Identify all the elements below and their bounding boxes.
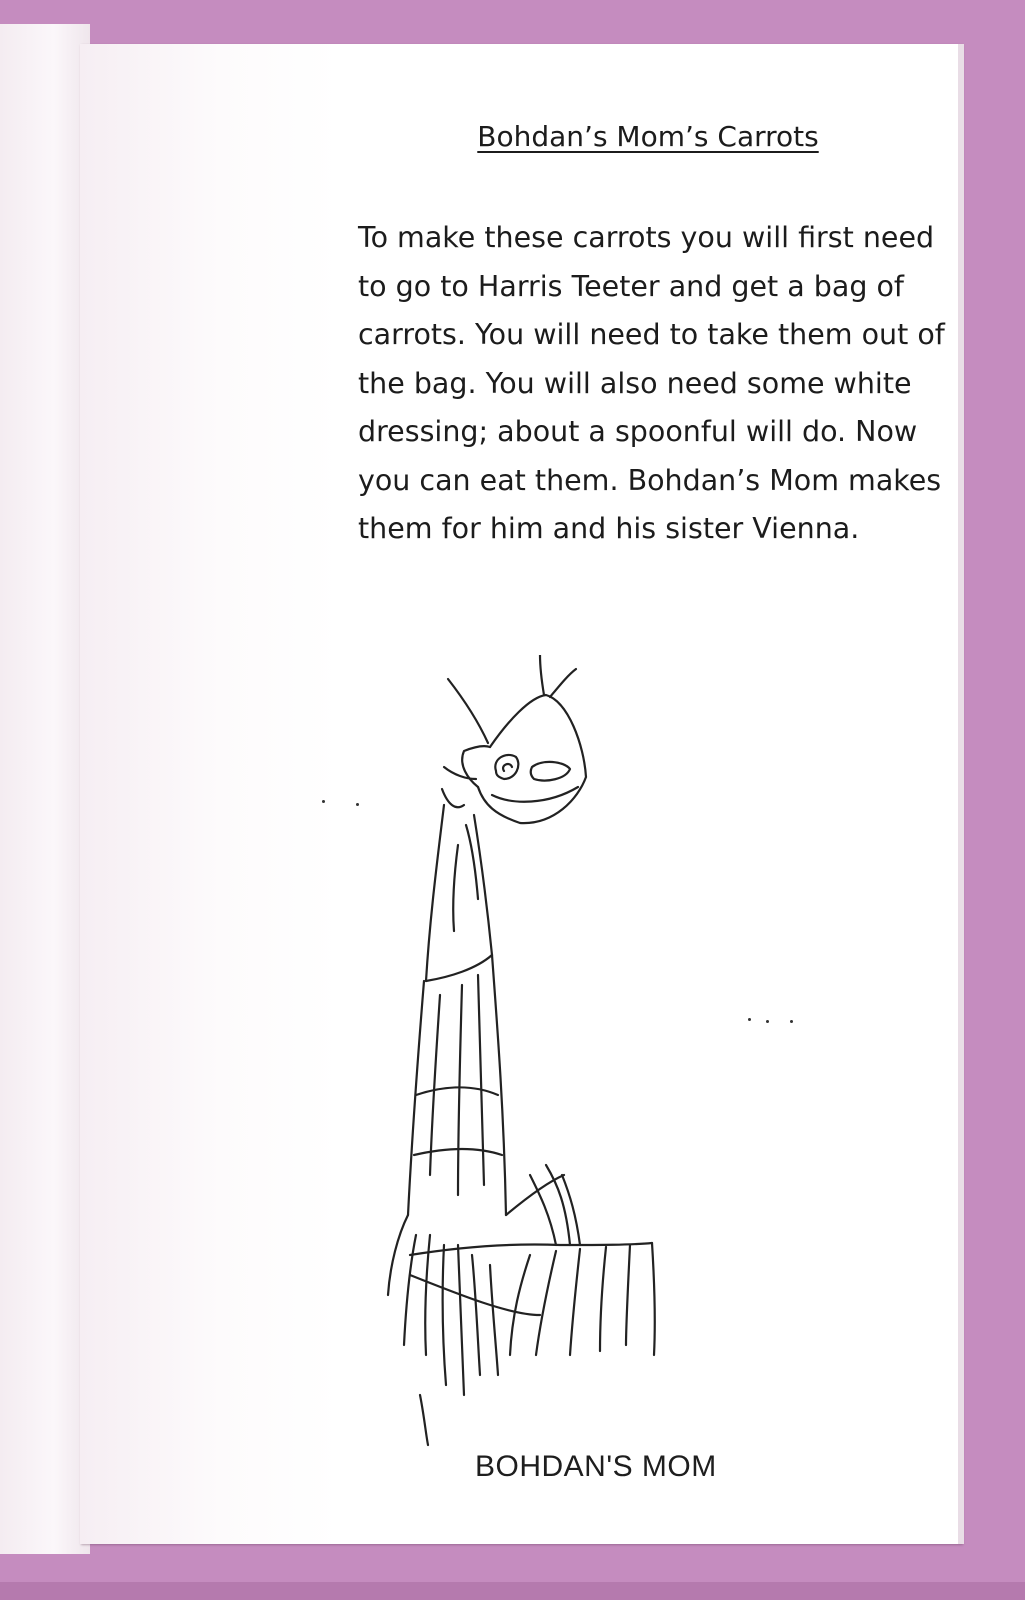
facing-page: [0, 24, 90, 1554]
scan-speck: [748, 1018, 751, 1021]
child-drawing-of-mom-icon: [380, 655, 740, 1455]
cover-edge: [0, 1582, 1025, 1600]
page-edge: [958, 44, 964, 1544]
drawing-caption: BOHDAN'S MOM: [475, 1450, 717, 1483]
scan-speck: [322, 800, 325, 803]
scan-speck: [356, 803, 359, 806]
recipe-body: To make these carrots you will first need to go to Harris Teeter and get a bag of carrots. You will need to take them out of the bag. You will also need some white dressing; about a spoonful will do. Now you can eat them. Bohdan’s Mom makes them for him and his sister Vienna.: [358, 221, 945, 545]
scan-speck: [790, 1020, 793, 1023]
recipe-title: Bohdan’s Mom’s Carrots: [477, 120, 819, 153]
scan-speck: [766, 1020, 769, 1023]
